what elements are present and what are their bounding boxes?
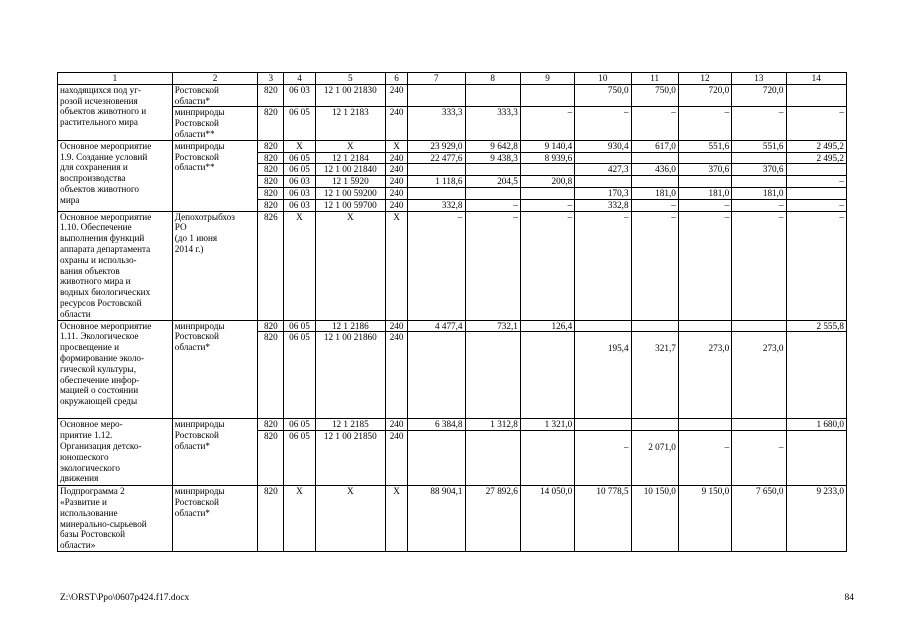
table-cell: 273,0 <box>732 332 786 419</box>
table-cell: 12 1 00 21860 <box>315 332 385 419</box>
table-cell: – <box>465 211 520 320</box>
table-cell: 2 555,8 <box>786 320 846 332</box>
header-cell: 12 <box>678 73 731 85</box>
table-cell <box>408 332 465 419</box>
table-cell: 12 1 5920 <box>315 176 385 188</box>
table-cell: 1 312,8 <box>465 419 520 431</box>
page-number: 84 <box>844 593 854 603</box>
table-cell: 06 03 <box>284 187 315 199</box>
table-cell: 06 05 <box>284 332 315 419</box>
table-cell: – <box>678 107 731 140</box>
table-cell: 333,3 <box>408 107 465 140</box>
table-cell <box>575 419 631 431</box>
table-cell <box>575 176 631 188</box>
table-cell <box>631 176 678 188</box>
table-cell: X <box>284 140 315 152</box>
table-cell: – <box>732 107 786 140</box>
table-cell: 22 477,6 <box>408 152 465 164</box>
table-cell <box>575 152 631 164</box>
table-cell: 240 <box>386 164 408 176</box>
table-cell: – <box>678 431 731 486</box>
table-cell <box>408 187 465 199</box>
table-cell: 1 118,6 <box>408 176 465 188</box>
table-cell: 240 <box>386 176 408 188</box>
table-cell: 820 <box>258 164 284 176</box>
table-cell: 2 071,0 <box>631 431 678 486</box>
table-cell: 12 1 2184 <box>315 152 385 164</box>
table-cell: 321,7 <box>631 332 678 419</box>
table-cell: – <box>465 199 520 211</box>
table-cell: 820 <box>258 419 284 431</box>
table-cell: – <box>575 211 631 320</box>
table-cell <box>520 84 574 107</box>
table-cell: 240 <box>386 419 408 431</box>
table-cell: находящихся под уг- розой исчезновения объектов животного и растительного мира <box>58 84 173 140</box>
table-cell: 370,6 <box>732 164 786 176</box>
table-cell: 06 05 <box>284 419 315 431</box>
table-cell: – <box>732 211 786 320</box>
table-cell: – <box>520 199 574 211</box>
table-cell: – <box>678 211 731 320</box>
header-cell: 8 <box>465 73 520 85</box>
table-cell: 10 150,0 <box>631 486 678 552</box>
table-cell <box>732 419 786 431</box>
table-cell: 9 140,4 <box>520 140 574 152</box>
table-cell: 333,3 <box>465 107 520 140</box>
table-cell: 06 03 <box>284 176 315 188</box>
table-cell <box>786 431 846 486</box>
header-cell: 9 <box>520 73 574 85</box>
table-cell: 12 1 2186 <box>315 320 385 332</box>
table-cell: 06 05 <box>284 164 315 176</box>
table-cell <box>732 152 786 164</box>
table-cell: 240 <box>386 320 408 332</box>
table-cell <box>465 431 520 486</box>
header-cell: 1 <box>58 73 173 85</box>
table-cell: 12 1 2183 <box>315 107 385 140</box>
table-cell: – <box>786 107 846 140</box>
header-cell: 6 <box>386 73 408 85</box>
table-cell: – <box>631 107 678 140</box>
table-cell: 240 <box>386 431 408 486</box>
table-cell: 7 650,0 <box>732 486 786 552</box>
table-cell: 930,4 <box>575 140 631 152</box>
table-cell: 551,6 <box>732 140 786 152</box>
table-cell: 1 680,0 <box>786 419 846 431</box>
table-cell <box>465 332 520 419</box>
table-cell: 181,0 <box>631 187 678 199</box>
table-cell: 12 1 2185 <box>315 419 385 431</box>
header-cell: 5 <box>315 73 385 85</box>
header-cell: 13 <box>732 73 786 85</box>
table-cell: 427,3 <box>575 164 631 176</box>
table-cell: 204,5 <box>465 176 520 188</box>
header-cell: 10 <box>575 73 631 85</box>
table-cell: 240 <box>386 187 408 199</box>
table-cell: 10 778,5 <box>575 486 631 552</box>
header-cell: 2 <box>172 73 258 85</box>
table-cell: 436,0 <box>631 164 678 176</box>
table-cell: Депохотрыбхоз РО (до 1 июня 2014 г.) <box>172 211 258 320</box>
table-cell <box>520 431 574 486</box>
table-cell: 750,0 <box>575 84 631 107</box>
table-cell: 06 03 <box>284 84 315 107</box>
table-cell: Основное мероприятие 1.10. Обеспечение выполнения функций аппарата департамента охраны и использо- вания объектов животного мира и водных биологических ресурсов Ростовской области <box>58 211 173 320</box>
table-cell: 12 1 00 59700 <box>315 199 385 211</box>
table-cell: X <box>386 211 408 320</box>
table-cell: 820 <box>258 199 284 211</box>
table-cell: 820 <box>258 187 284 199</box>
table-cell: 6 384,8 <box>408 419 465 431</box>
table-cell: 820 <box>258 152 284 164</box>
table-cell: минприроды Ростовской области** <box>172 107 258 140</box>
table-cell: 06 05 <box>284 431 315 486</box>
table-cell: X <box>284 486 315 552</box>
table-cell: – <box>520 211 574 320</box>
table-cell: 200,8 <box>520 176 574 188</box>
table-cell <box>631 419 678 431</box>
table-cell: X <box>315 486 385 552</box>
table-cell: 12 1 00 21840 <box>315 164 385 176</box>
table-cell: 126,4 <box>520 320 574 332</box>
table-cell <box>678 320 731 332</box>
header-cell: 11 <box>631 73 678 85</box>
table-cell: – <box>575 107 631 140</box>
table-cell <box>520 187 574 199</box>
table-cell: 06 05 <box>284 320 315 332</box>
table-cell: 12 1 00 59200 <box>315 187 385 199</box>
table-cell <box>465 187 520 199</box>
table-cell: 820 <box>258 176 284 188</box>
table-cell: 14 050,0 <box>520 486 574 552</box>
table-cell: минприроды Ростовской области** <box>172 140 258 211</box>
table-cell: Основное меро- приятие 1.12. Организация детско- юношеского экологического движения <box>58 419 173 486</box>
table-cell: – <box>786 176 846 188</box>
table-cell: 240 <box>386 152 408 164</box>
table-cell: 240 <box>386 84 408 107</box>
table-cell: 9 438,3 <box>465 152 520 164</box>
table-cell: 12 1 00 21850 <box>315 431 385 486</box>
table-cell: Подпрограмма 2 «Развитие и использование минерально-сырьевой базы Ростовской области» <box>58 486 173 552</box>
table-cell: – <box>631 199 678 211</box>
table-cell: 273,0 <box>678 332 731 419</box>
table-cell: 332,8 <box>408 199 465 211</box>
table-cell: 181,0 <box>732 187 786 199</box>
table-cell: минприроды Ростовской области* <box>172 320 258 419</box>
table-cell: 820 <box>258 320 284 332</box>
table-cell: 240 <box>386 199 408 211</box>
table-cell: 826 <box>258 211 284 320</box>
file-path: Z:\ORST\Ppo\0607p424.f17.docx <box>60 593 190 603</box>
table-cell <box>786 187 846 199</box>
table-row <box>58 84 847 107</box>
table-cell: X <box>386 140 408 152</box>
table-cell: 332,8 <box>575 199 631 211</box>
table-cell: 2 495,2 <box>786 140 846 152</box>
table-cell: 181,0 <box>678 187 731 199</box>
table-cell: 820 <box>258 140 284 152</box>
table-cell: 27 892,6 <box>465 486 520 552</box>
table-cell: 240 <box>386 332 408 419</box>
table-cell <box>631 320 678 332</box>
table-cell: – <box>732 431 786 486</box>
table-cell: – <box>408 211 465 320</box>
table-cell <box>408 84 465 107</box>
table-cell: 8 939,6 <box>520 152 574 164</box>
table-cell: X <box>315 211 385 320</box>
table-cell <box>732 176 786 188</box>
table-cell: 4 477,4 <box>408 320 465 332</box>
table-row <box>58 486 847 552</box>
table-cell: – <box>786 211 846 320</box>
table-cell <box>786 84 846 107</box>
table-cell: 240 <box>386 107 408 140</box>
header-cell: 7 <box>408 73 465 85</box>
table-cell: – <box>520 107 574 140</box>
table-cell: 820 <box>258 431 284 486</box>
table-cell <box>465 164 520 176</box>
table-cell: 551,6 <box>678 140 731 152</box>
table-cell: 370,6 <box>678 164 731 176</box>
table-cell: 750,0 <box>631 84 678 107</box>
table-cell: – <box>678 199 731 211</box>
table-cell: Основное мероприятие 1.11. Экологическое просвещение и формирование эколо- гической культуры, обеспечение инфор- мацией о состоянии окружающей среды <box>58 320 173 419</box>
table-cell: Основное мероприятие 1.9. Создание условий для сохранения и воспроизводства объектов животного мира <box>58 140 173 211</box>
table-cell: минприроды Ростовской области* <box>172 419 258 486</box>
table-cell <box>678 419 731 431</box>
table-cell: 820 <box>258 84 284 107</box>
table-cell: X <box>386 486 408 552</box>
table-row <box>58 419 847 431</box>
table-cell <box>408 164 465 176</box>
table-row <box>58 107 847 140</box>
table-cell: 617,0 <box>631 140 678 152</box>
table-cell: – <box>631 211 678 320</box>
header-row <box>58 73 847 85</box>
table-cell: 9 233,0 <box>786 486 846 552</box>
table-cell <box>465 84 520 107</box>
table-cell <box>408 431 465 486</box>
table-cell: 720,0 <box>678 84 731 107</box>
table-cell: 732,1 <box>465 320 520 332</box>
table-cell: 12 1 00 21830 <box>315 84 385 107</box>
table-cell: 06 05 <box>284 107 315 140</box>
table-cell: Ростовской области* <box>172 84 258 107</box>
table-cell: 23 929,0 <box>408 140 465 152</box>
table-cell <box>786 332 846 419</box>
table-cell <box>631 152 678 164</box>
table-cell: 820 <box>258 332 284 419</box>
table-cell: 720,0 <box>732 84 786 107</box>
table-cell: X <box>315 140 385 152</box>
table-cell: 170,3 <box>575 187 631 199</box>
table-cell: X <box>284 211 315 320</box>
table-row <box>58 320 847 332</box>
table-cell: – <box>786 199 846 211</box>
budget-table <box>57 72 847 552</box>
table-cell: 2 495,2 <box>786 152 846 164</box>
header-cell: 4 <box>284 73 315 85</box>
table-cell: – <box>732 199 786 211</box>
table-cell: 820 <box>258 107 284 140</box>
table-cell: 1 321,0 <box>520 419 574 431</box>
table-cell: 9 642,8 <box>465 140 520 152</box>
table-cell <box>786 164 846 176</box>
table-row <box>58 140 847 152</box>
table-cell: 9 150,0 <box>678 486 731 552</box>
header-cell: 3 <box>258 73 284 85</box>
table-cell: 06 03 <box>284 199 315 211</box>
table-cell: 195,4 <box>575 332 631 419</box>
header-cell: 14 <box>786 73 846 85</box>
table-cell: 820 <box>258 486 284 552</box>
table-cell: минприроды Ростовской области* <box>172 486 258 552</box>
table-cell <box>678 176 731 188</box>
table-cell <box>520 164 574 176</box>
table-cell: – <box>575 431 631 486</box>
table-cell <box>520 332 574 419</box>
table-cell <box>575 320 631 332</box>
table-cell <box>678 152 731 164</box>
table-cell: 88 904,1 <box>408 486 465 552</box>
table-cell <box>732 320 786 332</box>
table-cell: 06 05 <box>284 152 315 164</box>
table-row <box>58 211 847 320</box>
